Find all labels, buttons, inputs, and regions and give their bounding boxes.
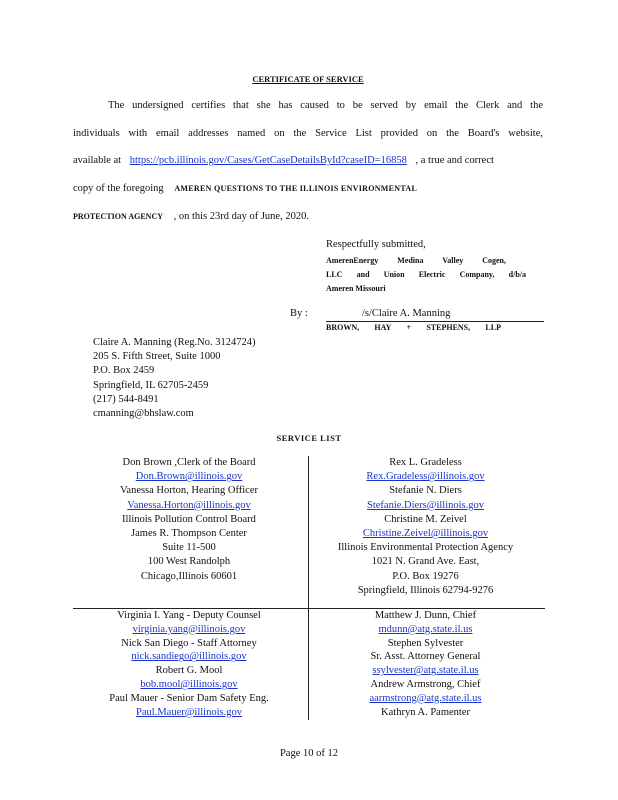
address-line-1: Claire A. Manning (Reg.No. 3124724) xyxy=(93,337,256,348)
contact-email-link[interactable]: virginia.yang@illinois.gov xyxy=(132,623,246,635)
body-line-4-prefix: copy of the foregoing xyxy=(73,183,164,194)
contact-line: Nick San Diego - Staff Attorney xyxy=(121,637,257,649)
contact-line: Christine M. Zeivel xyxy=(384,513,467,525)
contact-line: Illinois Pollution Control Board xyxy=(122,513,256,525)
service-list-top-left xyxy=(90,457,288,602)
address-line-5: (217) 544-8491 xyxy=(93,393,159,405)
contact-email-link[interactable]: aarmstrong@atg.state.il.us xyxy=(369,692,482,704)
address-line-2: 205 S. Fifth Street, Suite 1000 xyxy=(93,351,221,363)
contact-line: Stefanie N. Diers xyxy=(389,485,462,497)
contact-email-link[interactable]: mdunn@atg.state.il.us xyxy=(378,623,473,635)
body-line-1: The undersigned certifies that she has caused to be served by email the Clerk and the xyxy=(108,100,543,111)
page-number: Page 10 of 12 xyxy=(279,748,339,759)
case-details-link[interactable]: https://pcb.illinois.gov/Cases/GetCaseDetailsById?caseID=16858 xyxy=(129,155,407,166)
contact-email-link[interactable]: ssylvester@atg.state.il.us xyxy=(372,665,479,677)
contact-email-link[interactable]: Don.Brown@illinois.gov xyxy=(135,471,243,483)
service-list-divider-horizontal xyxy=(73,608,545,609)
contact-email-link[interactable]: Stefanie.Diers@illinois.gov xyxy=(367,499,484,511)
body-line-3-suffix: , a true and correct xyxy=(415,155,494,166)
contact-email-link[interactable]: Christine.Zeivel@illinois.gov xyxy=(362,528,489,539)
address-line-3: P.O. Box 2459 xyxy=(93,365,155,377)
contact-line: Suite 11-500 xyxy=(162,542,216,554)
party-line-3: Ameren Missouri xyxy=(326,284,386,293)
contact-line: Paul Mauer - Senior Dam Safety Eng. xyxy=(109,692,269,704)
party-line-1: AmerenEnergy Medina Valley Cogen, xyxy=(326,256,506,265)
contact-line: Matthew J. Dunn, Chief xyxy=(374,610,477,621)
address-line-4: Springfield, IL 62705-2459 xyxy=(93,379,209,391)
party-line-2: LLC and Union Electric Company, d/b/a xyxy=(326,270,526,279)
document-name-part-2: PROTECTION AGENCY xyxy=(73,212,164,221)
service-list-top-right xyxy=(318,457,533,602)
signature-line xyxy=(326,321,544,322)
document-title: CERTIFICATE OF SERVICE xyxy=(252,74,364,84)
contact-line: Illinois Environmental Protection Agency xyxy=(337,542,514,554)
contact-line: Springfield, Illinois 62794-9276 xyxy=(357,584,494,596)
service-list-heading: SERVICE LIST xyxy=(276,433,342,443)
contact-line: Andrew Armstrong, Chief xyxy=(370,679,481,690)
contact-line: Virginia I. Yang - Deputy Counsel xyxy=(117,610,261,621)
body-line-3 xyxy=(73,155,543,166)
contact-line: Don Brown ,Clerk of the Board xyxy=(122,457,256,468)
contact-line: Chicago,Illinois 60601 xyxy=(140,570,238,582)
contact-email-link[interactable]: Rex.Gradeless@illinois.gov xyxy=(366,471,485,483)
body-line-2: individuals with email addresses named on the Service List provided on the Board's website, xyxy=(73,128,543,139)
by-label: By : xyxy=(290,308,308,319)
contact-email-link[interactable]: Paul.Mauer@illinois.gov xyxy=(136,706,242,718)
closing: Respectfully submitted, xyxy=(326,239,426,250)
contact-email-link[interactable]: Vanessa.Horton@illinois.gov xyxy=(127,499,251,511)
contact-email-link[interactable]: nick.sandiego@illinois.gov xyxy=(131,651,247,663)
contact-line: Rex L. Gradeless xyxy=(389,457,462,468)
contact-line: 1021 N. Grand Ave. East, xyxy=(371,556,480,568)
contact-line: Robert G. Mool xyxy=(155,665,223,677)
contact-line: Sr. Asst. Attorney General xyxy=(370,651,481,663)
body-line-3-prefix: available at xyxy=(73,155,122,166)
body-line-5-suffix: , on this 23rd day of June, 2020. xyxy=(173,211,309,222)
document-name-part-1: AMEREN QUESTIONS TO THE ILLINOIS ENVIRONMENTAL xyxy=(174,184,418,193)
contact-line: P.O. Box 19276 xyxy=(392,570,459,582)
service-list-divider-vertical xyxy=(308,456,309,720)
contact-line: Vanessa Horton, Hearing Officer xyxy=(119,485,258,497)
service-list-bottom-left xyxy=(90,610,288,720)
address-line-6: cmanning@bhslaw.com xyxy=(93,408,194,420)
contact-line: Kathryn A. Pamenter xyxy=(381,706,470,718)
contact-line: James R. Thompson Center xyxy=(131,528,247,539)
address-block xyxy=(93,336,255,421)
body-line-4 xyxy=(73,183,543,194)
contact-email-link[interactable]: bob.mool@illinois.gov xyxy=(140,679,238,690)
firm-name: BROWN, HAY + STEPHENS, LLP xyxy=(326,323,501,332)
service-list-bottom-right xyxy=(318,610,533,720)
contact-line: Stephen Sylvester xyxy=(387,637,464,649)
body-line-5 xyxy=(73,211,309,222)
signature-name: /s/Claire A. Manning xyxy=(362,308,451,319)
contact-line: 100 West Randolph xyxy=(147,556,231,568)
